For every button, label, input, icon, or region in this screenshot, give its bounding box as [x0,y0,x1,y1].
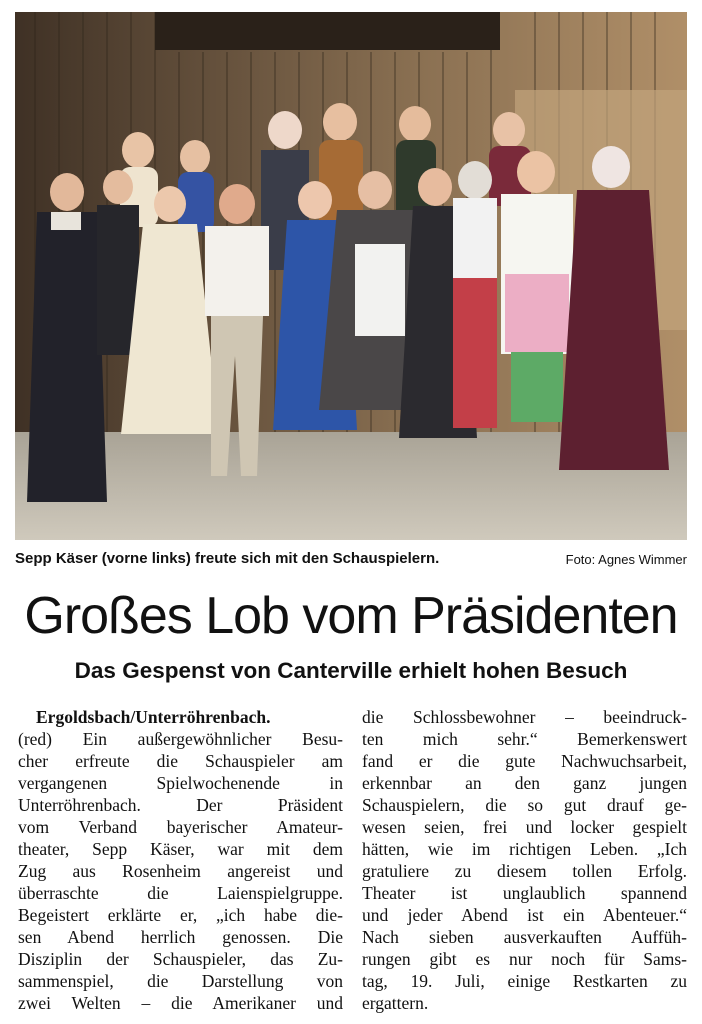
article-line: fand er die gute Nachwuchsarbeit, [362,751,687,771]
group-photo-illustration [15,12,687,540]
article-line: ergattern. [362,993,429,1013]
subheadline: Das Gespenst von Canterville erhielt hohen Besuch [74,658,628,683]
article-line: zwei Welten – die Amerikaner und [18,993,343,1013]
article-line: sammenspiel, die Darstellung von [18,971,343,991]
article-line: Unterröhrenbach. Der Präsident [18,795,343,815]
article-line: Theater ist unglaublich spannend [362,883,687,903]
article-line: wesen seien, frei und locker gespielt [362,817,687,837]
article-line: Nach sieben ausverkauften Auffüh- [362,927,687,947]
dateline: Ergoldsbach/Unterröhrenbach. [36,707,271,727]
photo-credit: Foto: Agnes Wimmer [565,552,687,567]
caption-text: Sepp Käser (vorne links) freute sich mit den Schauspielern. [15,550,440,567]
article-line: Begeistert erklärte er, „ich habe die- [18,905,343,925]
article-line: vergangenen Spielwochenende in [18,773,343,793]
group-photo [15,12,687,540]
article-line: ten mich sehr.“ Bemerkenswert [362,729,687,749]
photo-caption [15,548,687,572]
article-line: rungen gibt es nur noch für Sams- [362,949,687,969]
article-line: erkennbar an den ganz jungen [362,773,687,793]
article-line: gratuliere zu diesem tollen Erfolg. [362,861,687,881]
article-line: tag, 19. Juli, einige Restkarten zu [362,971,687,991]
article-line: sen Abend herrlich genossen. Die [18,927,343,947]
article-line: Zug aus Rosenheim angereist und [18,861,343,881]
article-line: überraschte die Laienspielgruppe. [18,883,343,903]
article-line: (red) Ein außergewöhnlicher Besu- [18,729,343,749]
headline: Großes Lob vom Präsidenten [24,587,678,645]
article-line: vom Verband bayerischer Amateur- [18,817,343,837]
article-line: Schauspielern, die so gut drauf ge- [362,795,687,815]
article-column-right [362,706,687,1014]
article-line: cher erfreute die Schauspieler am [18,751,343,771]
article-line: Disziplin der Schauspieler, das Zu- [18,949,343,969]
article-line: hätten, wie im richtigen Leben. „Ich [362,839,687,859]
article-line: und jeder Abend ist ein Abenteuer.“ [362,905,687,925]
article-line: theater, Sepp Käser, war mit dem [18,839,343,859]
article-line: die Schlossbewohner – beeindruck- [362,707,687,727]
article-column-left [18,706,343,1014]
